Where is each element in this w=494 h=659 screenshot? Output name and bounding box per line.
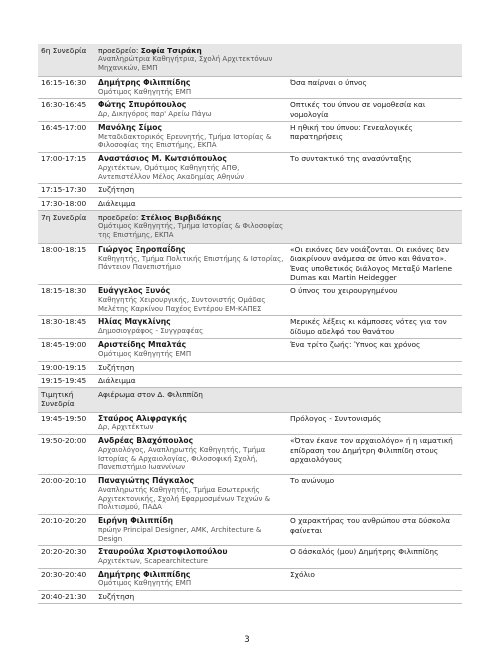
speaker xyxy=(95,99,287,122)
speaker xyxy=(95,546,287,568)
speaker-affiliation: Μεταδιδακτορικός Ερευνητής, Τμήμα Ιστορίας & Φιλοσοφίας της Επιστήμης, ΕΚΠΑ xyxy=(98,132,272,150)
session-title xyxy=(287,44,462,76)
page-number: 3 xyxy=(244,635,250,645)
speaker xyxy=(95,243,287,284)
talk-row xyxy=(38,515,462,546)
speaker xyxy=(95,153,287,184)
speaker xyxy=(95,475,287,515)
speaker-affiliation: Καθηγητής, Τμήμα Πολιτικής Επιστήμης & Ιστορίας, Πάντειον Πανεπιστήμιο xyxy=(98,254,284,272)
session-label: 6η Συνεδρία xyxy=(41,46,87,55)
time-slot: 19:15-19:45 xyxy=(41,375,87,385)
talk-row xyxy=(38,99,462,122)
talk-title: Όσα παίρναι ο ύπνος xyxy=(290,77,367,87)
tribute-title: Αφιέρωμα στον Δ. Φιλιππίδη xyxy=(98,390,203,400)
talk-title: Ο δάσκαλός (μου) Δημήτρης Φιλιππίδης xyxy=(290,547,439,557)
talk-title: Το συντακτικό της ανασύνταξης xyxy=(290,154,412,164)
speaker-affiliation: Δρ, Αρχιτέκτων xyxy=(98,423,154,432)
talk-row xyxy=(38,339,462,361)
speaker xyxy=(95,316,287,339)
speaker-affiliation: Αρχιτέκτων, Scapearchitecture xyxy=(98,556,208,565)
time-slot: 16:30-16:45 xyxy=(41,100,87,110)
speaker xyxy=(95,76,287,98)
speaker xyxy=(95,285,287,316)
speaker-affiliation: Ομότιμος Καθηγητής ΕΜΠ xyxy=(98,349,192,358)
talk-title: Πρόλογος - Συντονισμός xyxy=(290,413,382,423)
talk-title: Ένα τρίτο ζωής: Ύπνος και χρόνος xyxy=(290,340,421,350)
talk-title xyxy=(287,374,462,387)
chair-name: Στέλιος Βιρβιδάκης xyxy=(140,213,222,223)
talk-title: Οπτικές του ύπνου σε νομοθεσία και νομολογία xyxy=(290,100,426,119)
talk-row xyxy=(38,546,462,568)
talk-row xyxy=(38,435,462,475)
tribute-session-row xyxy=(38,388,462,413)
session-header-row xyxy=(38,44,462,76)
programme-table xyxy=(38,44,462,604)
talk-row xyxy=(38,316,462,339)
speaker-name: Σταυρούλα Χριστοφιλοπούλου xyxy=(98,547,228,557)
speaker-name: Ειρήνη Φιλιππίδη xyxy=(98,516,173,526)
session-header-row xyxy=(38,211,462,244)
speaker-name: Αριστείδης Μπαλτάς xyxy=(98,340,187,350)
time-slot: 18:45-19:00 xyxy=(41,340,87,350)
talk-row xyxy=(38,285,462,316)
talk-title xyxy=(287,361,462,374)
speaker-affiliation: Ομότιμος Καθηγητής ΕΜΠ xyxy=(98,579,192,588)
speaker-name: Γιώργος Ξηροπαΐδης xyxy=(98,244,186,254)
time-slot: 18:30-18:45 xyxy=(41,317,87,327)
chair-prefix: προεδρείο: xyxy=(98,46,141,55)
time-slot: 20:40-21:30 xyxy=(41,592,87,602)
time-slot: 17:00-17:15 xyxy=(41,154,87,164)
time-slot: 17:15-17:30 xyxy=(41,185,87,195)
break-row xyxy=(38,184,462,197)
time-slot: 20:10-20:20 xyxy=(41,516,87,526)
time-slot: 16:45-17:00 xyxy=(41,122,87,132)
talk-title: «Όταν έκανε τον αρχαιολόγο» ή η ιαματική επίδραση του Δημήτρη Φιλιππίδη στους αρχαιολόγους xyxy=(290,436,453,464)
speaker-name: Ανδρέας Βλαχόπουλος xyxy=(98,436,194,446)
speaker-affiliation: πρώην Principal Designer, AMK, Architecture & Design xyxy=(98,525,262,543)
talk-title: Ο ύπνος του χειρουργημένου xyxy=(290,286,398,296)
talk-row xyxy=(38,568,462,590)
session-title xyxy=(287,211,462,244)
session-label: Τιμητική Συνεδρία xyxy=(41,390,75,409)
break-label: Συζήτηση xyxy=(98,185,135,195)
time-slot: 20:00-20:10 xyxy=(41,476,87,486)
talk-row xyxy=(38,153,462,184)
talk-title: «Οι εικόνες δεν νοιάζονται. Οι εικόνες δεν διακρίνουν ανάμεσα σε ύπνο και θάνατο». Ένας υποθετικός διάλογος Μεταξύ Marlene Dumas και Martin Heidegger xyxy=(290,244,453,282)
talk-title: Η ηθική του ύπνου: Γενεαλογικές παρατηρήσεις xyxy=(290,122,413,142)
chair-affiliation: Ομότιμος Καθηγητής, Τμήμα Ιστορίας & Φιλοσοφίας της Επιστήμης, ΕΚΠΑ xyxy=(98,222,284,240)
talk-row xyxy=(38,475,462,515)
chair-name: Σοφία Τσιράκη xyxy=(140,46,202,55)
break-label: Συζήτηση xyxy=(98,592,135,602)
time-slot: 20:20-20:30 xyxy=(41,547,87,557)
time-slot: 20:30-20:40 xyxy=(41,569,87,579)
break-row xyxy=(38,374,462,387)
time-slot: 19:45-19:50 xyxy=(41,413,87,423)
speaker-name: Δημήτρης Φιλιππίδης xyxy=(98,569,191,579)
session-label: 7η Συνεδρία xyxy=(41,213,87,223)
speaker-affiliation: Αρχαιολόγος, Αναπληρωτής Καθηγητής, Τμήμα Ιστορίας & Αρχαιολογίας, Φιλοσοφική Σχολή, Πανεπιστήμιο Ιωαννίνων xyxy=(98,445,266,472)
time-slot: 18:00-18:15 xyxy=(41,244,87,254)
time-slot: 19:00-19:15 xyxy=(41,362,87,372)
speaker xyxy=(95,412,287,434)
speaker-affiliation: Αναπληρωτής Καθηγητής, Τμήμα Εσωτερικής Αρχιτεκτονικής, Σχολή Εφαρμοσμένων Τεχνών & Πολιτισμού, ΠΑΔΑ xyxy=(98,485,271,512)
speaker-name: Σταύρος Αλιφραγκής xyxy=(98,413,187,423)
talk-row xyxy=(38,243,462,284)
speaker xyxy=(95,568,287,590)
speaker-name: Παναγιώτης Πάγκαλος xyxy=(98,476,194,486)
talk-row xyxy=(38,76,462,98)
break-row xyxy=(38,361,462,374)
talk-title xyxy=(287,591,462,604)
talk-title: Το ανώνυμο xyxy=(290,476,335,486)
speaker-affiliation: Αρχιτέκτων, Ομότιμος Καθηγητής ΑΠΘ, Αντεπιστέλλον Μέλος Ακαδημίας Αθηνών xyxy=(98,163,245,181)
speaker-name: Αναστάσιος Μ. Κωτσιόπουλος xyxy=(98,154,227,164)
talk-title: Σχόλιο xyxy=(290,569,315,579)
break-row xyxy=(38,197,462,210)
speaker-name: Ευάγγελος Ξυνός xyxy=(98,286,171,296)
chair-prefix: προεδρείο: xyxy=(98,213,141,223)
time-slot: 17:30-18:00 xyxy=(41,198,87,208)
break-label: Διάλειμμα xyxy=(98,198,136,208)
session-chair xyxy=(95,44,287,76)
break-label: Διάλειμμα xyxy=(98,375,136,385)
speaker-affiliation: Καθηγητής Χειρουργικής, Συντονιστής Ομάδας Μελέτης Καρκίνου Παχέος Εντέρου ΕΜ-ΚΑΠΕΣ xyxy=(98,295,266,313)
speaker xyxy=(95,515,287,546)
time-slot: 18:15-18:30 xyxy=(41,286,87,296)
speaker-affiliation: Δημοσιογράφος - Συγγραφέας xyxy=(98,327,204,336)
speaker xyxy=(95,121,287,152)
speaker-name: Φώτης Σπυρόπουλος xyxy=(98,100,187,110)
session-chair xyxy=(95,211,287,244)
session-title xyxy=(287,388,462,413)
time-slot: 16:15-16:30 xyxy=(41,77,87,87)
talk-title xyxy=(287,184,462,197)
speaker-name: Μανόλης Σίμος xyxy=(98,122,162,132)
talk-title: Μερικές λέξεις κι κάμποσες νότες για τον δίδυμο αδελφό του θανάτου xyxy=(290,317,447,336)
talk-row xyxy=(38,121,462,152)
speaker xyxy=(95,435,287,475)
chair-affiliation: Αναπληρώτρια Καθηγήτρια, Σχολή Αρχιτεκτόνων Μηχανικών, ΕΜΠ xyxy=(98,55,273,73)
speaker-name: Ηλίας Μαγκλίνης xyxy=(98,317,171,327)
break-row xyxy=(38,591,462,604)
talk-title xyxy=(287,197,462,210)
speaker-affiliation: Δρ, Δικηγόρος παρ' Αρείω Πάγω xyxy=(98,109,212,118)
talk-row xyxy=(38,412,462,434)
speaker-name: Δημήτρης Φιλιππίδης xyxy=(98,77,191,87)
speaker xyxy=(95,339,287,361)
time-slot: 19:50-20:00 xyxy=(41,436,87,446)
speaker-affiliation: Ομότιμος Καθηγητής ΕΜΠ xyxy=(98,87,192,96)
break-label: Συζήτηση xyxy=(98,362,135,372)
talk-title: Ο χαρακτήρας του ανθρώπου στα δύσκολα φαίνεται xyxy=(290,516,451,535)
